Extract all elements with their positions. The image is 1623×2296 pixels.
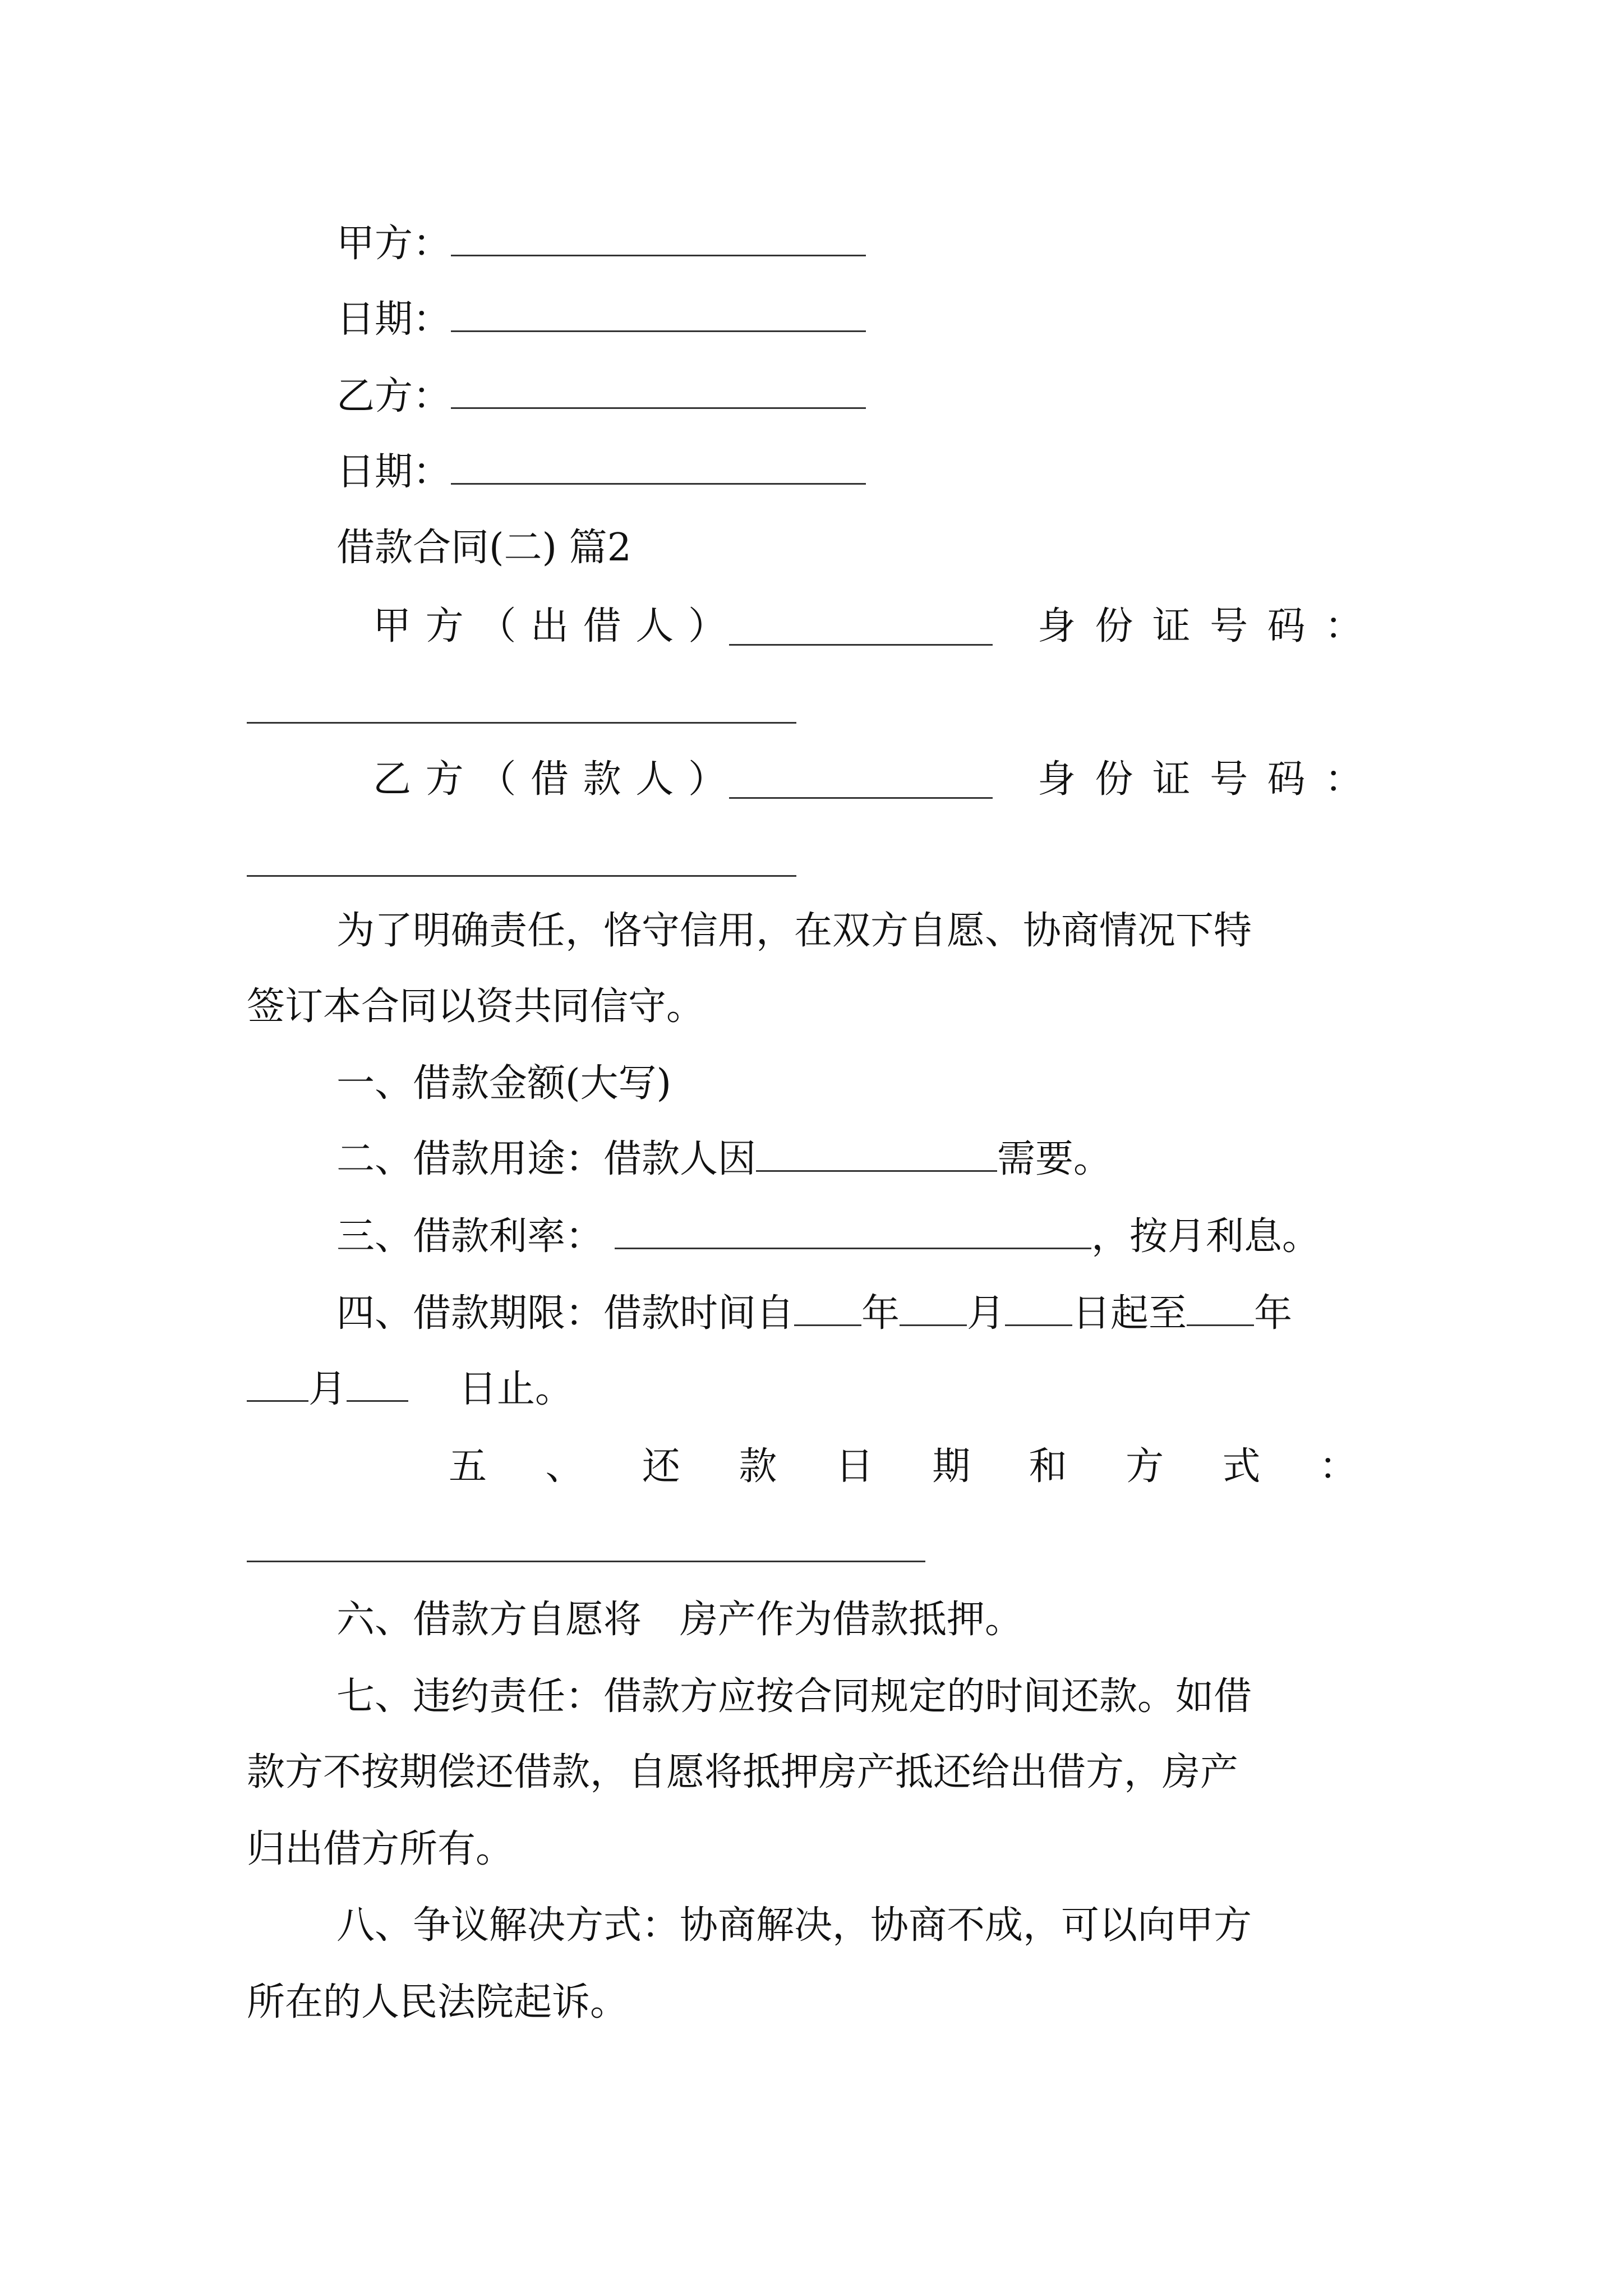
clause-3-prefix: 三、借款利率： (336, 1214, 604, 1259)
date-blank-1[interactable] (451, 296, 866, 332)
clause-6: 六、借款方自愿将 房产作为借款抵押。 (336, 1598, 1023, 1642)
lender-char: 出 (530, 604, 569, 648)
borrower-char: 款 (583, 757, 621, 802)
clause-7-line-2: 款方不按期偿还借款，自愿将抵押房产抵还给出借方，房产 (247, 1750, 1239, 1795)
clause-8-line-2: 所在的人民法院起诉。 (247, 1980, 629, 2024)
lender-id-char: 码 (1267, 604, 1306, 648)
clause-5-char: 日 (835, 1444, 874, 1489)
party-a-signature-line (336, 219, 866, 269)
clause-2 (336, 1134, 1112, 1185)
lender-char: 方 (425, 604, 464, 648)
clause-5-char: 式 (1222, 1444, 1261, 1489)
clause-3-suffix: ，按月利息。 (1091, 1214, 1321, 1259)
lender-id-char: 号 (1210, 604, 1248, 648)
party-b-label: 乙方： (336, 374, 451, 418)
borrower-char: 人 (635, 757, 674, 802)
borrower-char: 借 (530, 757, 569, 802)
date-blank-2[interactable] (451, 448, 866, 485)
borrower-name-blank[interactable] (729, 797, 993, 799)
clause-2-prefix: 二、借款用途：借款人因 (336, 1137, 757, 1181)
party-b-blank[interactable] (451, 372, 866, 409)
repayment-blank[interactable] (247, 1561, 925, 1562)
lender-id-blank[interactable] (247, 722, 796, 724)
clause-7-line-3: 归出借方所有。 (247, 1827, 514, 1871)
lender-char: 人 (635, 604, 674, 648)
clause-4-end: 日止。 (459, 1367, 574, 1411)
lender-id-char: 身 (1038, 604, 1076, 648)
lender-label (373, 601, 726, 652)
clause-5 (449, 1442, 1357, 1492)
lender-name-blank[interactable] (729, 644, 993, 646)
party-a-blank[interactable] (451, 220, 866, 256)
clause-5-char: 期 (932, 1444, 971, 1489)
start-month-unit: 月 (967, 1291, 1006, 1336)
start-year-unit: 年 (861, 1291, 900, 1336)
start-month-blank[interactable] (900, 1290, 967, 1326)
borrower-id-label (1038, 754, 1363, 805)
clause-4-cont (247, 1364, 573, 1415)
lender-id-char: 份 (1095, 604, 1133, 648)
clause-5-char: 、 (545, 1444, 584, 1489)
clause-4 (336, 1289, 1292, 1339)
lender-id-char: 证 (1152, 604, 1191, 648)
borrower-char: ） (688, 757, 726, 802)
lender-char: （ (478, 604, 517, 648)
clause-5-char: 还 (642, 1444, 680, 1489)
lender-id-label (1038, 601, 1363, 652)
start-day-blank[interactable] (1005, 1290, 1072, 1326)
party-b-signature-line (336, 371, 866, 422)
end-year-blank[interactable] (1187, 1290, 1254, 1326)
clause-5-char: 五 (449, 1444, 487, 1489)
lender-id-char: ： (1324, 604, 1363, 648)
borrower-id-char: 份 (1095, 757, 1133, 802)
borrower-label (373, 754, 726, 805)
date-label-1: 日期： (336, 297, 451, 342)
clause-1: 一、借款金额(大写) (336, 1061, 672, 1106)
end-month-blank[interactable] (247, 1365, 308, 1402)
borrower-id-char: 证 (1152, 757, 1191, 802)
clause-7-line-1: 七、违约责任：借款方应按合同规定的时间还款。如借 (336, 1674, 1252, 1719)
intro-line-2: 签订本合同以资共同信守。 (247, 984, 705, 1029)
purpose-blank[interactable] (756, 1135, 997, 1172)
date-signature-line-1 (336, 295, 866, 345)
borrower-char: 乙 (373, 757, 412, 802)
clause-2-suffix: 需要。 (997, 1137, 1112, 1181)
borrower-id-blank[interactable] (247, 875, 796, 877)
end-month-unit: 月 (308, 1367, 347, 1411)
party-a-label: 甲方： (336, 222, 451, 266)
intro-line-1: 为了明确责任，恪守信用，在双方自愿、协商情况下特 (336, 909, 1252, 953)
clause-5-char: 款 (739, 1444, 777, 1489)
date-signature-line-2 (336, 447, 866, 498)
section-heading: 借款合同(二) 篇2 (336, 526, 631, 570)
end-year-unit: 年 (1254, 1291, 1293, 1336)
lender-char: ） (688, 604, 726, 648)
borrower-id-char: 码 (1267, 757, 1306, 802)
borrower-id-char: 号 (1210, 757, 1248, 802)
clause-4-prefix: 四、借款期限：借款时间自 (336, 1291, 795, 1336)
date-label-2: 日期： (336, 450, 451, 494)
start-year-blank[interactable] (794, 1290, 861, 1326)
lender-char: 甲 (373, 604, 412, 648)
borrower-id-char: ： (1324, 757, 1363, 802)
start-day-unit: 日起至 (1072, 1291, 1187, 1336)
clause-8-line-1: 八、争议解决方式：协商解决，协商不成，可以向甲方 (336, 1903, 1252, 1948)
borrower-id-char: 身 (1038, 757, 1076, 802)
lender-char: 借 (583, 604, 621, 648)
clause-5-char: 和 (1029, 1444, 1067, 1489)
end-day-blank[interactable] (347, 1365, 408, 1402)
clause-5-char: ： (1318, 1444, 1357, 1489)
borrower-char: 方 (425, 757, 464, 802)
interest-rate-blank[interactable] (615, 1213, 1091, 1249)
clause-5-char: 方 (1126, 1444, 1164, 1489)
clause-3 (336, 1212, 1320, 1262)
borrower-char: （ (478, 757, 517, 802)
